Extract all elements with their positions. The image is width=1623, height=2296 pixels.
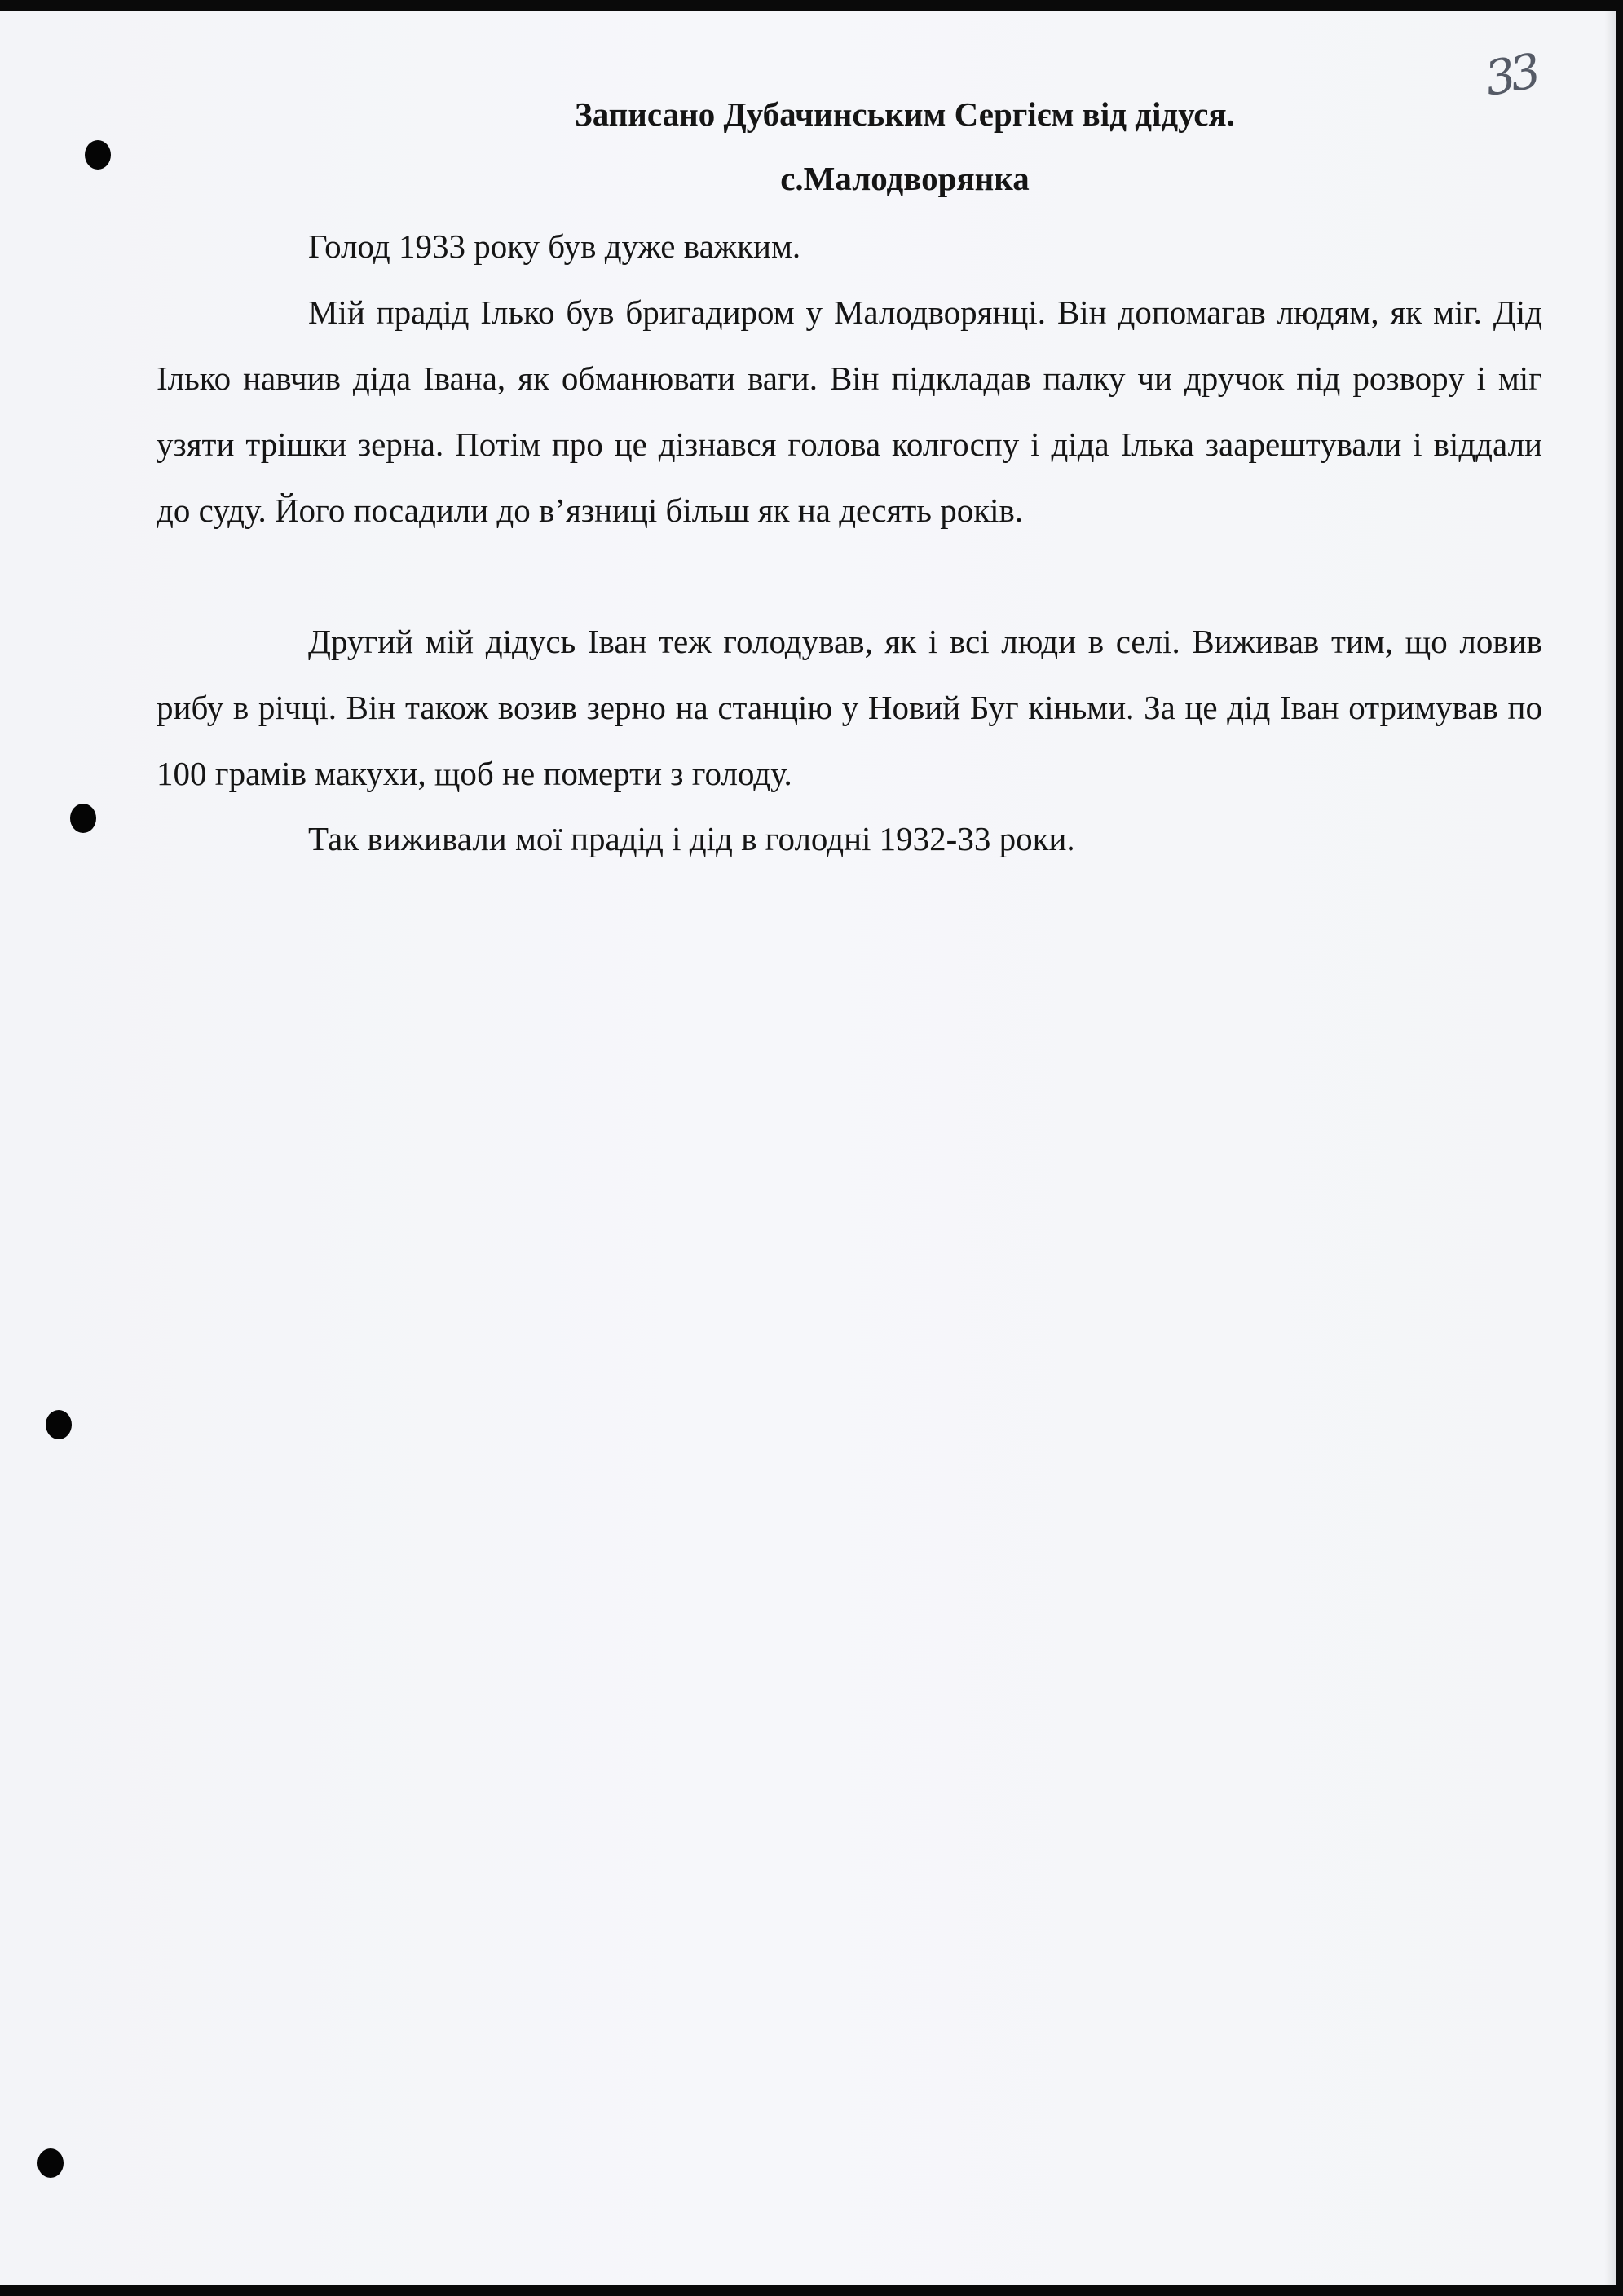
punch-hole xyxy=(70,804,96,833)
paragraph: Так виживали мої прадід і дід в голодні 1932-33 роки. xyxy=(308,820,1075,857)
paragraph: Другий мій дідусь Іван теж голодував, як і всі люди в селі. Виживав тим, що ловив рибу в річці. Він також возив зерно на станцію у Новий Буг кіньми. За це дід Іван отримував по 100 грамів макухи, щоб не померти з голоду. xyxy=(157,623,1542,792)
punch-hole xyxy=(37,2148,64,2178)
document-subtitle: с.Малодворянка xyxy=(780,160,1030,197)
page-number: 33 xyxy=(1480,43,1541,107)
document-title: Записано Дубачинським Сергієм від дідуся. xyxy=(575,95,1235,133)
punch-hole xyxy=(46,1410,72,1439)
paragraph: Голод 1933 року був дуже важким. xyxy=(308,227,801,265)
paragraph: Мій прадід Ілько був бригадиром у Малодворянці. Він допомагав людям, як міг. Дід Ілько навчив діда Івана, як обманювати ваги. Він підкладав палку чи дручок під розвору і міг узяти трішки зерна. Потім про це дізнався голова колгоспу і діда Ілька заарештували і віддали до суду. Його посадили до в’язниці більш як на десять років. xyxy=(157,293,1542,529)
document-page xyxy=(0,11,1616,2285)
